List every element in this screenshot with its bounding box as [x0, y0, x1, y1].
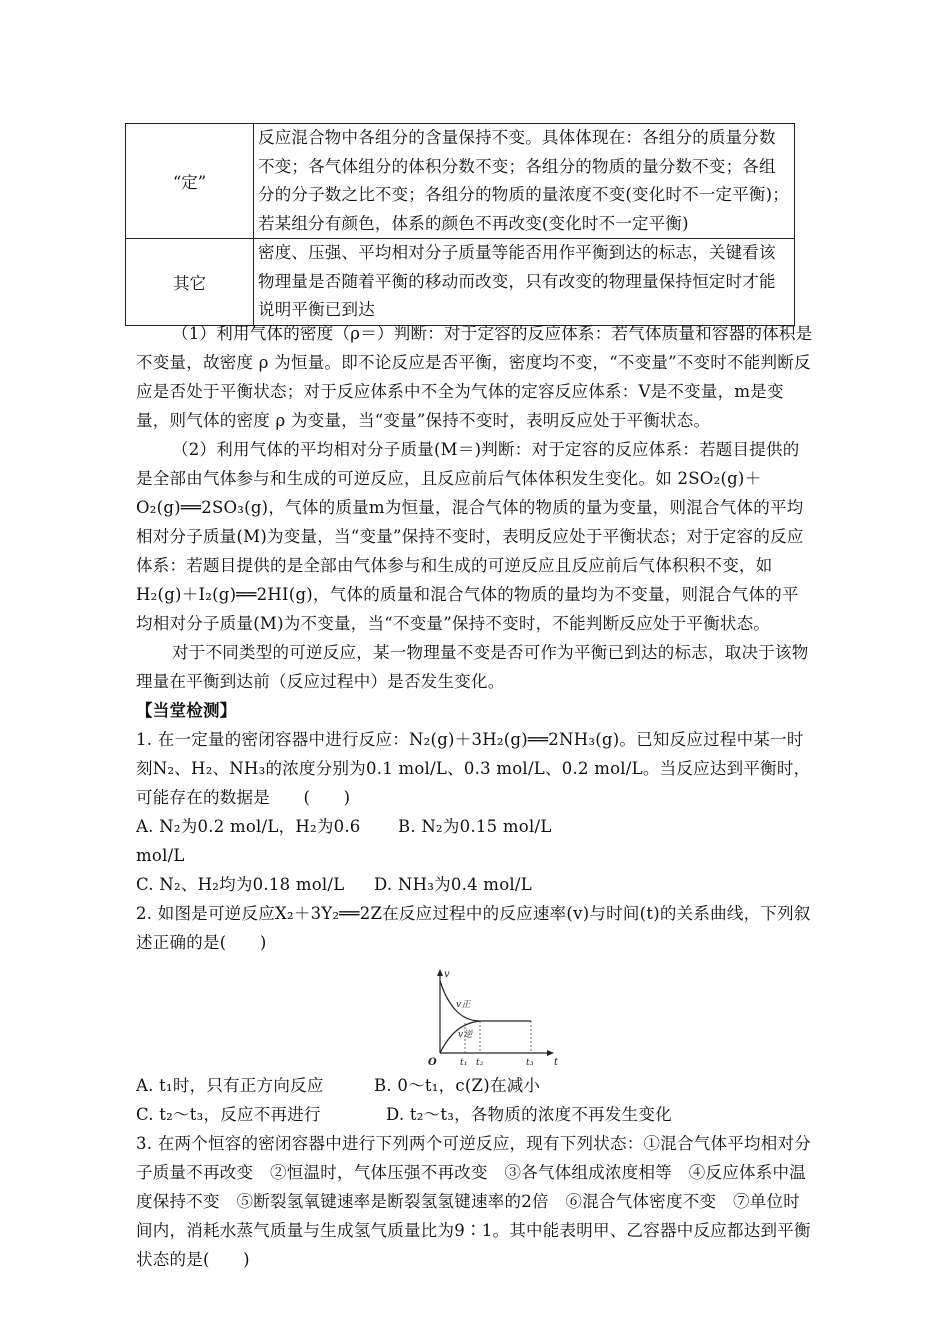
paragraph-molar-mass: （2）利用气体的平均相对分子质量(M＝)判断：对于定容的反应体系：若题目提供的是全部由气体参与和生成的可逆反应，且反应前后气体体积发生变化。如 2SO₂(g)＋O₂(g)══2SO₃(g)，气体的质量m为恒量，混合气体的物质的量为变量，则混合气体的平均相对分子质量(M)为变量，当“变量”保持不变时，表明反应处于平衡状态；对于定容的反应体系：若题目提供的是全部由气体参与和生成的可逆反应且反应前后气体积积不变，如 H₂(g)＋I₂(g)══2HI(g)，气体的质量和混合气体的物质的量均为不变量，则混合气体的平均相对分子质量(M)为不变量，当“不变量”保持不变时，不能判断反应处于平衡状态。 — [136, 440, 804, 633]
question-2-option-a: A. t₁时，只有正方向反应 — [136, 1076, 324, 1095]
paragraph-conclusion: 对于不同类型的可逆反应，某一物理量不变是否可作为平衡已到达的标志，取决于该物理量在平衡到达前（反应过程中）是否发生变化。 — [136, 643, 809, 691]
table-value-ding: 反应混合物中各组分的含量保持不变。具体体现在：各组分的质量分数不变；各气体组分的体积分数不变；各组分的物质的量分数不变；各组分的分子数之比不变；各组分的物质的量浓度不变(变化时不一定平衡)；若某组分有颜色，体系的颜色不再改变(变化时不一定平衡) — [254, 124, 795, 239]
section-title: 【当堂检测】 — [136, 701, 237, 720]
question-1-option-b: B. N₂为0.15 mol/L — [398, 817, 552, 836]
tick-t3: t₃ — [526, 1058, 534, 1067]
table-row — [126, 124, 795, 239]
table-key-ding: “定” — [126, 124, 254, 239]
question-2-option-b: B. 0～t₁，c(Z)在减小 — [374, 1076, 541, 1095]
table-key-other: 其它 — [126, 239, 254, 326]
x-axis-arrow — [547, 1050, 554, 1056]
origin-label: O — [428, 1057, 437, 1067]
question-1-options-row-2 — [136, 870, 814, 899]
y-axis-label: v — [444, 969, 450, 980]
question-2-options-row-2 — [136, 1100, 814, 1129]
question-1-stem: 1. 在一定量的密闭容器中进行反应：N₂(g)＋3H₂(g)══2NH₃(g)。已知反应过程中某一时刻N₂、H₂、NH₃的浓度分别为0.1 mol/L、0.3 mol/L、0.2 mol/L。当反应达到平衡时，可能存在的数据是 ( ) — [136, 730, 811, 807]
question-2-option-d: D. t₂～t₃，各物质的浓度不再发生变化 — [386, 1105, 672, 1124]
question-2-options-row-1 — [136, 1071, 814, 1100]
tick-t1: t₁ — [460, 1058, 468, 1067]
question-3-stem: 3. 在两个恒容的密闭容器中进行下列两个可逆反应，现有下列状态：①混合气体平均相对分子质量不再改变 ②恒温时，气体压强不再改变 ③各气体组成浓度相等 ④反应体系中温度保持不变 ⑤断裂氢氧键速率是断裂氢氢键速率的2倍 ⑥混合气体密度不变 ⑦单位时间内，消耗水蒸气质量与生成氢气质量比为9∶1。其中能表明甲、乙容器中反应都达到平衡状态的是( ) — [136, 1134, 811, 1269]
reverse-rate-label: v逆 — [458, 1030, 473, 1040]
table-value-other: 密度、压强、平均相对分子质量等能否用作平衡到达的标志，关键看该物理量是否随着平衡的移动而改变，只有改变的物理量保持恒定时才能说明平衡已到达 — [254, 239, 795, 326]
paragraph-density: （1）利用气体的密度（ρ＝）判断：对于定容的反应体系：若气体质量和容器的体积是不变量，故密度 ρ 为恒量。即不论反应是否平衡，密度均不变，“不变量”不变时不能判断反应是否处于平衡状态；对于反应体系中不全为气体的定容反应体系：V是不变量，m是变量，则气体的密度 ρ 为变量，当“变量”保持不变时，表明反应处于平衡状态。 — [136, 324, 813, 430]
document-body — [136, 319, 814, 1274]
tick-t2: t₂ — [476, 1058, 484, 1067]
question-2-option-c: C. t₂～t₃，反应不再进行 — [136, 1105, 321, 1124]
question-1-option-c: C. N₂、H₂均为0.18 mol/L — [136, 875, 345, 894]
rate-time-figure — [136, 967, 814, 1067]
criteria-table — [125, 123, 795, 326]
rate-time-graph — [420, 967, 560, 1067]
question-1-option-d: D. NH₃为0.4 mol/L — [374, 875, 532, 894]
question-1-options-row-1 — [136, 812, 814, 870]
x-axis-label: t — [554, 1057, 559, 1067]
question-2-stem: 2. 如图是可逆反应X₂＋3Y₂══2Z在反应过程中的反应速率(v)与时间(t)的关系曲线，下列叙述正确的是( ) — [136, 904, 811, 952]
question-1-option-a: A. N₂为0.2 mol/L，H₂为0.6 mol/L — [136, 817, 361, 865]
y-axis-arrow — [437, 969, 443, 976]
forward-rate-label: v正 — [456, 1000, 471, 1010]
table-row — [126, 239, 795, 326]
